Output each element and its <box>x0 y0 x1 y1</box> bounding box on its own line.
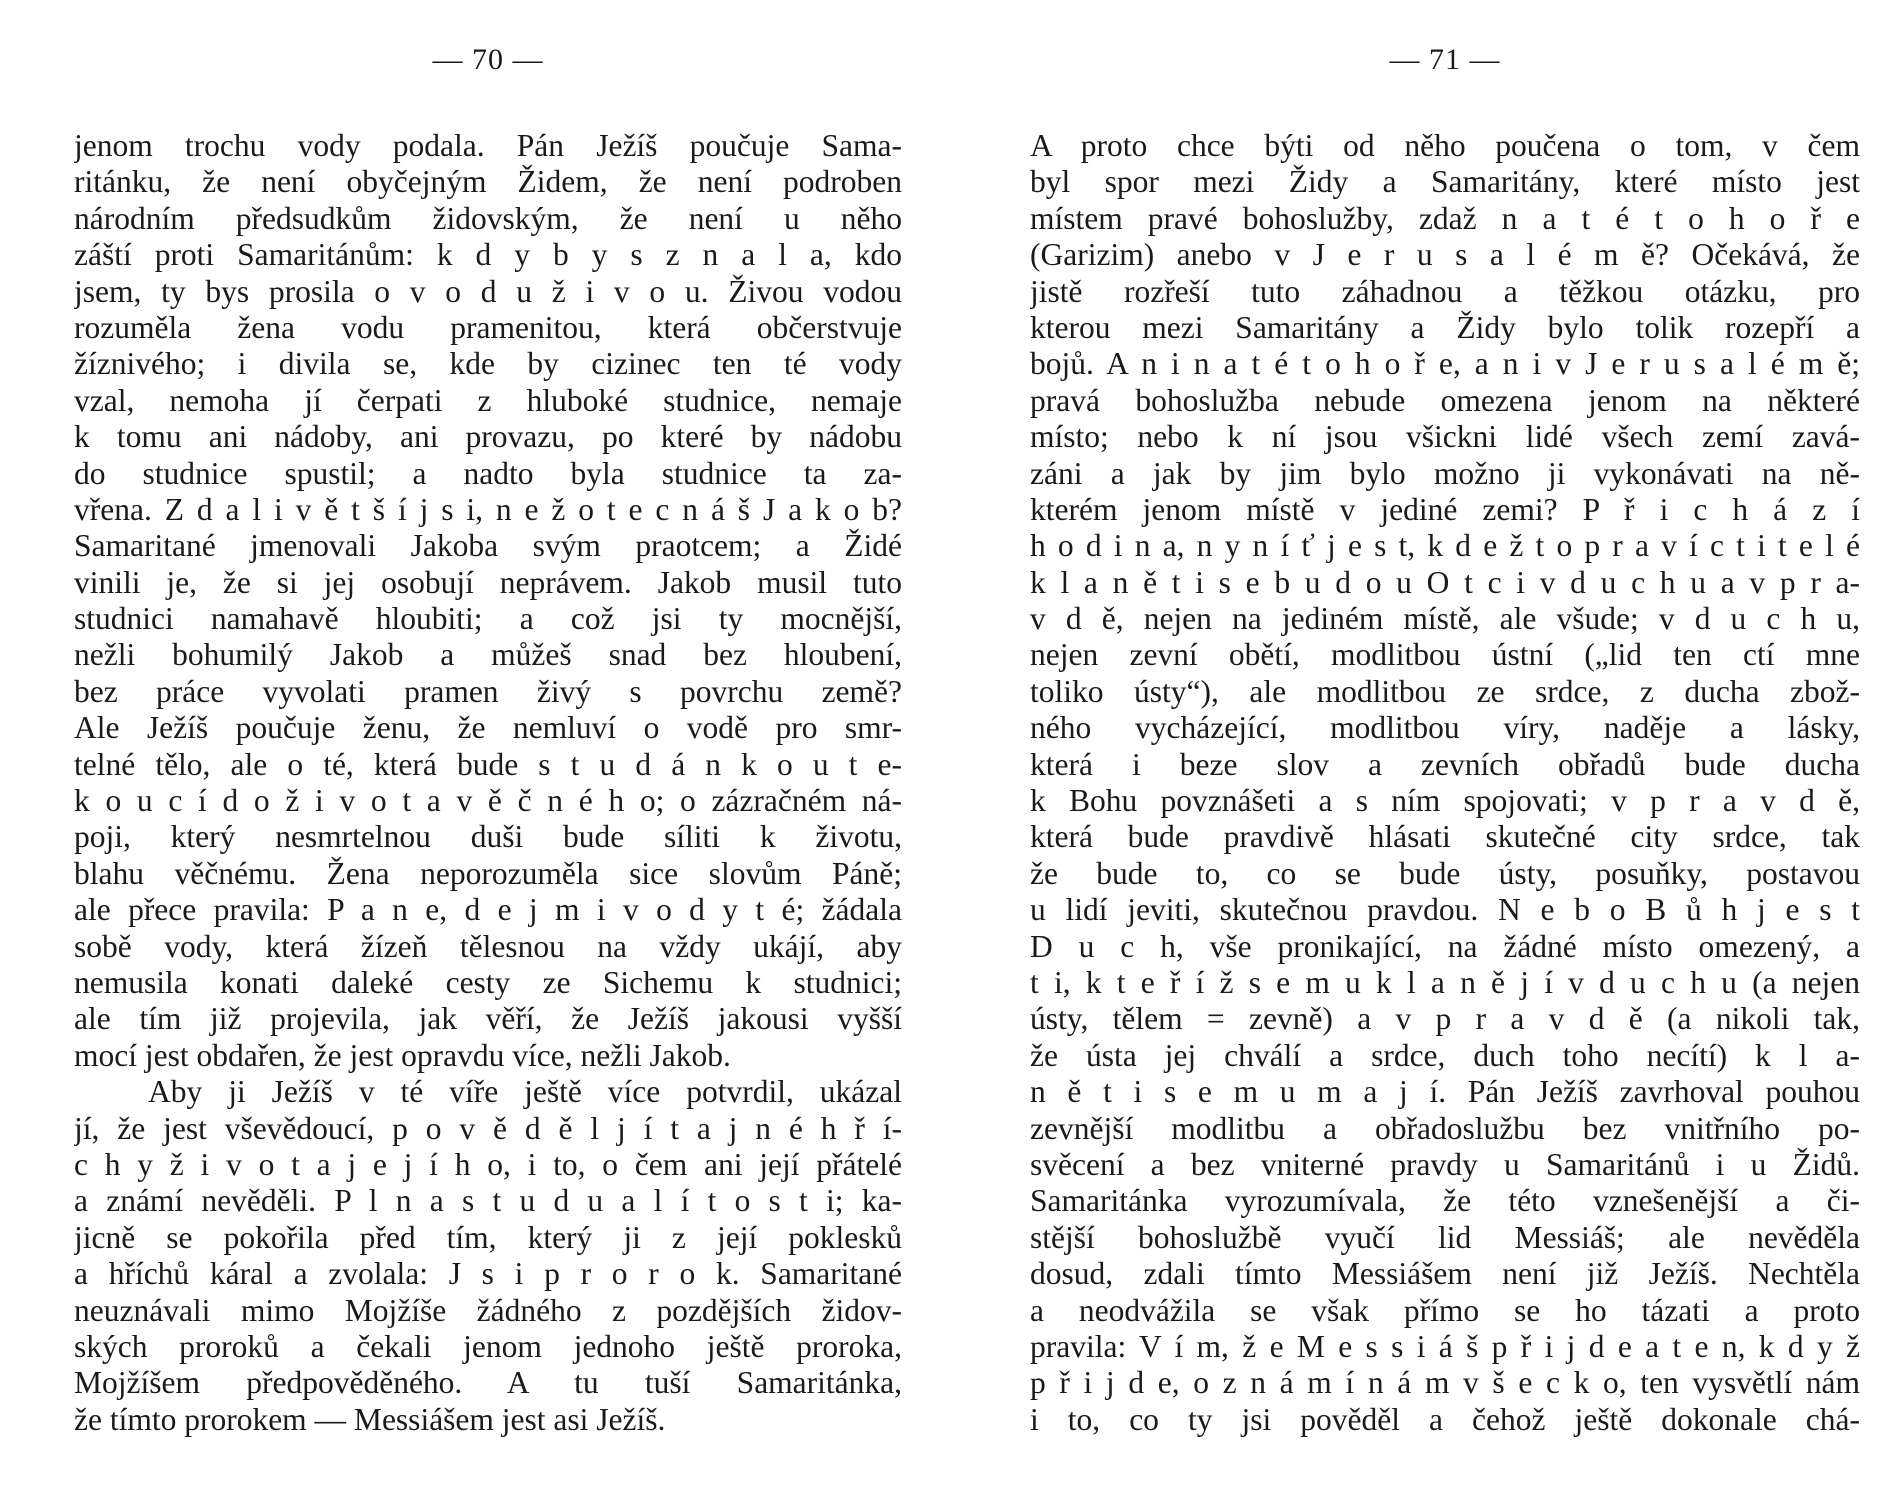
text-line: k tomu ani nádoby, ani provazu, po které by nádobu <box>74 419 902 455</box>
text-line: místo; nebo k ní jsou všickni lidé všech zemí zavá- <box>1030 419 1860 455</box>
text-line: n ě t i s e m u m a j í. Pán Ježíš zavrhoval pouhou <box>1030 1074 1860 1110</box>
right-page <box>1030 0 1860 1500</box>
text-line: pravila: V í m, ž e M e s s i á š p ř i j d e a t e n, k d y ž <box>1030 1328 1860 1364</box>
text-line: záni a jak by jim bylo možno ji vykonávati na ně- <box>1030 455 1860 491</box>
right-page-text <box>1030 128 1860 1438</box>
text-line: která bude pravdivě hlásati skutečné city srdce, tak <box>1030 819 1860 855</box>
text-line: ských proroků a čekali jenom jednoho ještě proroka, <box>74 1328 902 1364</box>
text-line: v d ě, nejen na jediném místě, ale všude; v d u c h u, <box>1030 601 1860 637</box>
text-line: vřena. Z d a l i v ě t š í j s i, n e ž o t e c n á š J a k o b? <box>74 491 902 527</box>
text-line: vzal, nemoha jí čerpati z hluboké studnice, nemaje <box>74 382 902 418</box>
text-line: blahu věčnému. Žena neporozuměla sice slovům Páně; <box>74 855 902 891</box>
text-line: p ř i j d e, o z n á m í n á m v š e c k o, ten vysvětlí nám <box>1030 1365 1860 1401</box>
text-line: jí, že jest vševědoucí, p o v ě d ě l j í t a j n é h ř í- <box>74 1110 902 1146</box>
text-line: toliko ústy“), ale modlitbou ze srdce, z ducha zbož- <box>1030 673 1860 709</box>
text-line: rozuměla žena vodu pramenitou, která občerstvuje <box>74 309 902 345</box>
text-line: D u c h, vše pronikající, na žádné místo omezený, a <box>1030 928 1860 964</box>
text-line: mocí jest obdařen, že jest opravdu více, nežli Jakob. <box>74 1037 731 1073</box>
text-line: která i beze slov a zevních obřadů bude ducha <box>1030 746 1860 782</box>
left-page-text <box>74 128 902 1438</box>
text-line: ritánku, že není obyčejným Židem, že není podroben <box>74 164 902 200</box>
text-line: do studnice spustil; a nadto byla studnice ta za- <box>74 455 902 491</box>
text-line: telné tělo, ale o té, která bude s t u d á n k o u t e- <box>74 746 902 782</box>
text-line: svěcení a bez vniterné pravdy u Samaritánů i u Židů. <box>1030 1146 1860 1182</box>
text-line: a hříchů káral a zvolala: J s i p r o r o k. Samaritané <box>74 1256 902 1292</box>
text-line: neuznávali mimo Mojžíše žádného z pozdějších židov- <box>74 1292 902 1328</box>
text-line: t i, k t e ř í ž s e m u k l a n ě j í v d u c h u (a nejen <box>1030 964 1860 1000</box>
text-line: a známí nevěděli. P l n a s t u d u a l í t o s t i; ka- <box>74 1183 902 1219</box>
text-line: ale tím již projevila, jak věří, že Ježíš jakousi vyšší <box>74 1001 902 1037</box>
text-line: ného vycházející, modlitbou víry, naděje a lásky, <box>1030 710 1860 746</box>
text-line: jistě rozřeší tuto záhadnou a těžkou otázku, pro <box>1030 273 1860 309</box>
text-line: i to, co ty jsi pověděl a čehož ještě dokonale chá- <box>1030 1401 1860 1437</box>
left-page <box>74 0 902 1500</box>
text-line: záští proti Samaritánům: k d y b y s z n a l a, kdo <box>74 237 902 273</box>
text-line: byl spor mezi Židy a Samaritány, které místo jest <box>1030 164 1860 200</box>
text-line: nejen zevní obětí, modlitbou ústní („lid ten ctí mne <box>1030 637 1860 673</box>
text-line: ústy, tělem = zevně) a v p r a v d ě (a nikoli tak, <box>1030 1001 1860 1037</box>
text-line: u lidí jeviti, skutečnou pravdou. N e b o B ů h j e s t <box>1030 892 1860 928</box>
text-line: místem pravé bohoslužby, zdaž n a t é t o h o ř e <box>1030 200 1860 236</box>
text-line: národním předsudkům židovským, že není u něho <box>74 200 902 236</box>
text-line: zevnější modlitbu a obřadoslužbu bez vnitřního po- <box>1030 1110 1860 1146</box>
text-line: Samaritané jmenovali Jakoba svým praotcem; a Židé <box>74 528 902 564</box>
text-line: c h y ž i v o t a j e j í h o, i to, o čem ani její přátelé <box>74 1146 902 1182</box>
text-line: jsem, ty bys prosila o v o d u ž i v o u. Živou vodou <box>74 273 902 309</box>
text-line: pravá bohoslužba nebude omezena jenom na některé <box>1030 382 1860 418</box>
text-line: dosud, zdali tímto Messiášem není již Ježíš. Nechtěla <box>1030 1256 1860 1292</box>
text-line: (Garizim) anebo v J e r u s a l é m ě? Očekává, že <box>1030 237 1860 273</box>
text-line: vinili je, že si jej osobují neprávem. Jakob musil tuto <box>74 564 902 600</box>
text-line: bez práce vyvolati pramen živý s povrchu země? <box>74 673 902 709</box>
text-line: žíznivého; i divila se, kde by cizinec ten té vody <box>74 346 902 382</box>
text-line: že ústa jej chválí a srdce, duch toho necítí) k l a- <box>1030 1037 1860 1073</box>
text-line: ale přece pravila: P a n e, d e j m i v o d y t é; žádala <box>74 892 902 928</box>
text-line: že tímto prorokem — Messiášem jest asi Ježíš. <box>74 1401 666 1437</box>
text-line: jenom trochu vody podala. Pán Ježíš poučuje Sama- <box>74 128 902 163</box>
text-line: nemusila konati daleké cesty ze Sichemu k studnici; <box>74 964 902 1000</box>
text-line: stější bohoslužbě vyučí lid Messiáš; ale nevěděla <box>1030 1219 1860 1255</box>
text-line: kterou mezi Samaritány a Židy bylo tolik rozepří a <box>1030 309 1860 345</box>
text-line: jicně se pokořila před tím, který ji z její poklesků <box>74 1219 902 1255</box>
text-line: že bude to, co se bude ústy, posuňky, postavou <box>1030 855 1860 891</box>
text-line: Samaritánka vyrozumívala, že této vznešenější a či- <box>1030 1183 1860 1219</box>
text-line: a neodvážila se však přímo se ho tázati a proto <box>1030 1292 1860 1328</box>
text-line: Aby ji Ježíš v té víře ještě více potvrdil, ukázal <box>148 1074 902 1110</box>
text-line: bojů. A n i n a t é t o h o ř e, a n i v J e r u s a l é m ě; <box>1030 346 1860 382</box>
page-number-71: — 71 — <box>1389 43 1501 76</box>
text-line: k Bohu povznášeti a s ním spojovati; v p r a v d ě, <box>1030 783 1860 819</box>
page-number-70: — 70 — <box>432 43 544 76</box>
text-line: sobě vody, která žízeň tělesnou na vždy ukájí, aby <box>74 928 902 964</box>
text-line: kterém jenom místě v jediné zemi? P ř i c h á z í <box>1030 491 1860 527</box>
text-line: studnici namahavě hloubiti; a což jsi ty mocnější, <box>74 601 902 637</box>
text-line: poji, který nesmrtelnou duši bude síliti k životu, <box>74 819 902 855</box>
text-line: nežli bohumilý Jakob a můžeš snad bez hloubení, <box>74 637 902 673</box>
text-line: Mojžíšem předpověděného. A tu tuší Samaritánka, <box>74 1365 902 1401</box>
text-line: A proto chce býti od něho poučena o tom, v čem <box>1030 128 1860 163</box>
text-line: k o u c í d o ž i v o t a v ě č n é h o; o zázračném ná- <box>74 783 902 819</box>
text-line: k l a n ě t i s e b u d o u O t c i v d u c h u a v p r a- <box>1030 564 1860 600</box>
text-line: Ale Ježíš poučuje ženu, že nemluví o vodě pro smr- <box>74 710 902 746</box>
text-line: h o d i n a, n y n í ť j e s t, k d e ž t o p r a v í c t i t e l é <box>1030 528 1860 564</box>
